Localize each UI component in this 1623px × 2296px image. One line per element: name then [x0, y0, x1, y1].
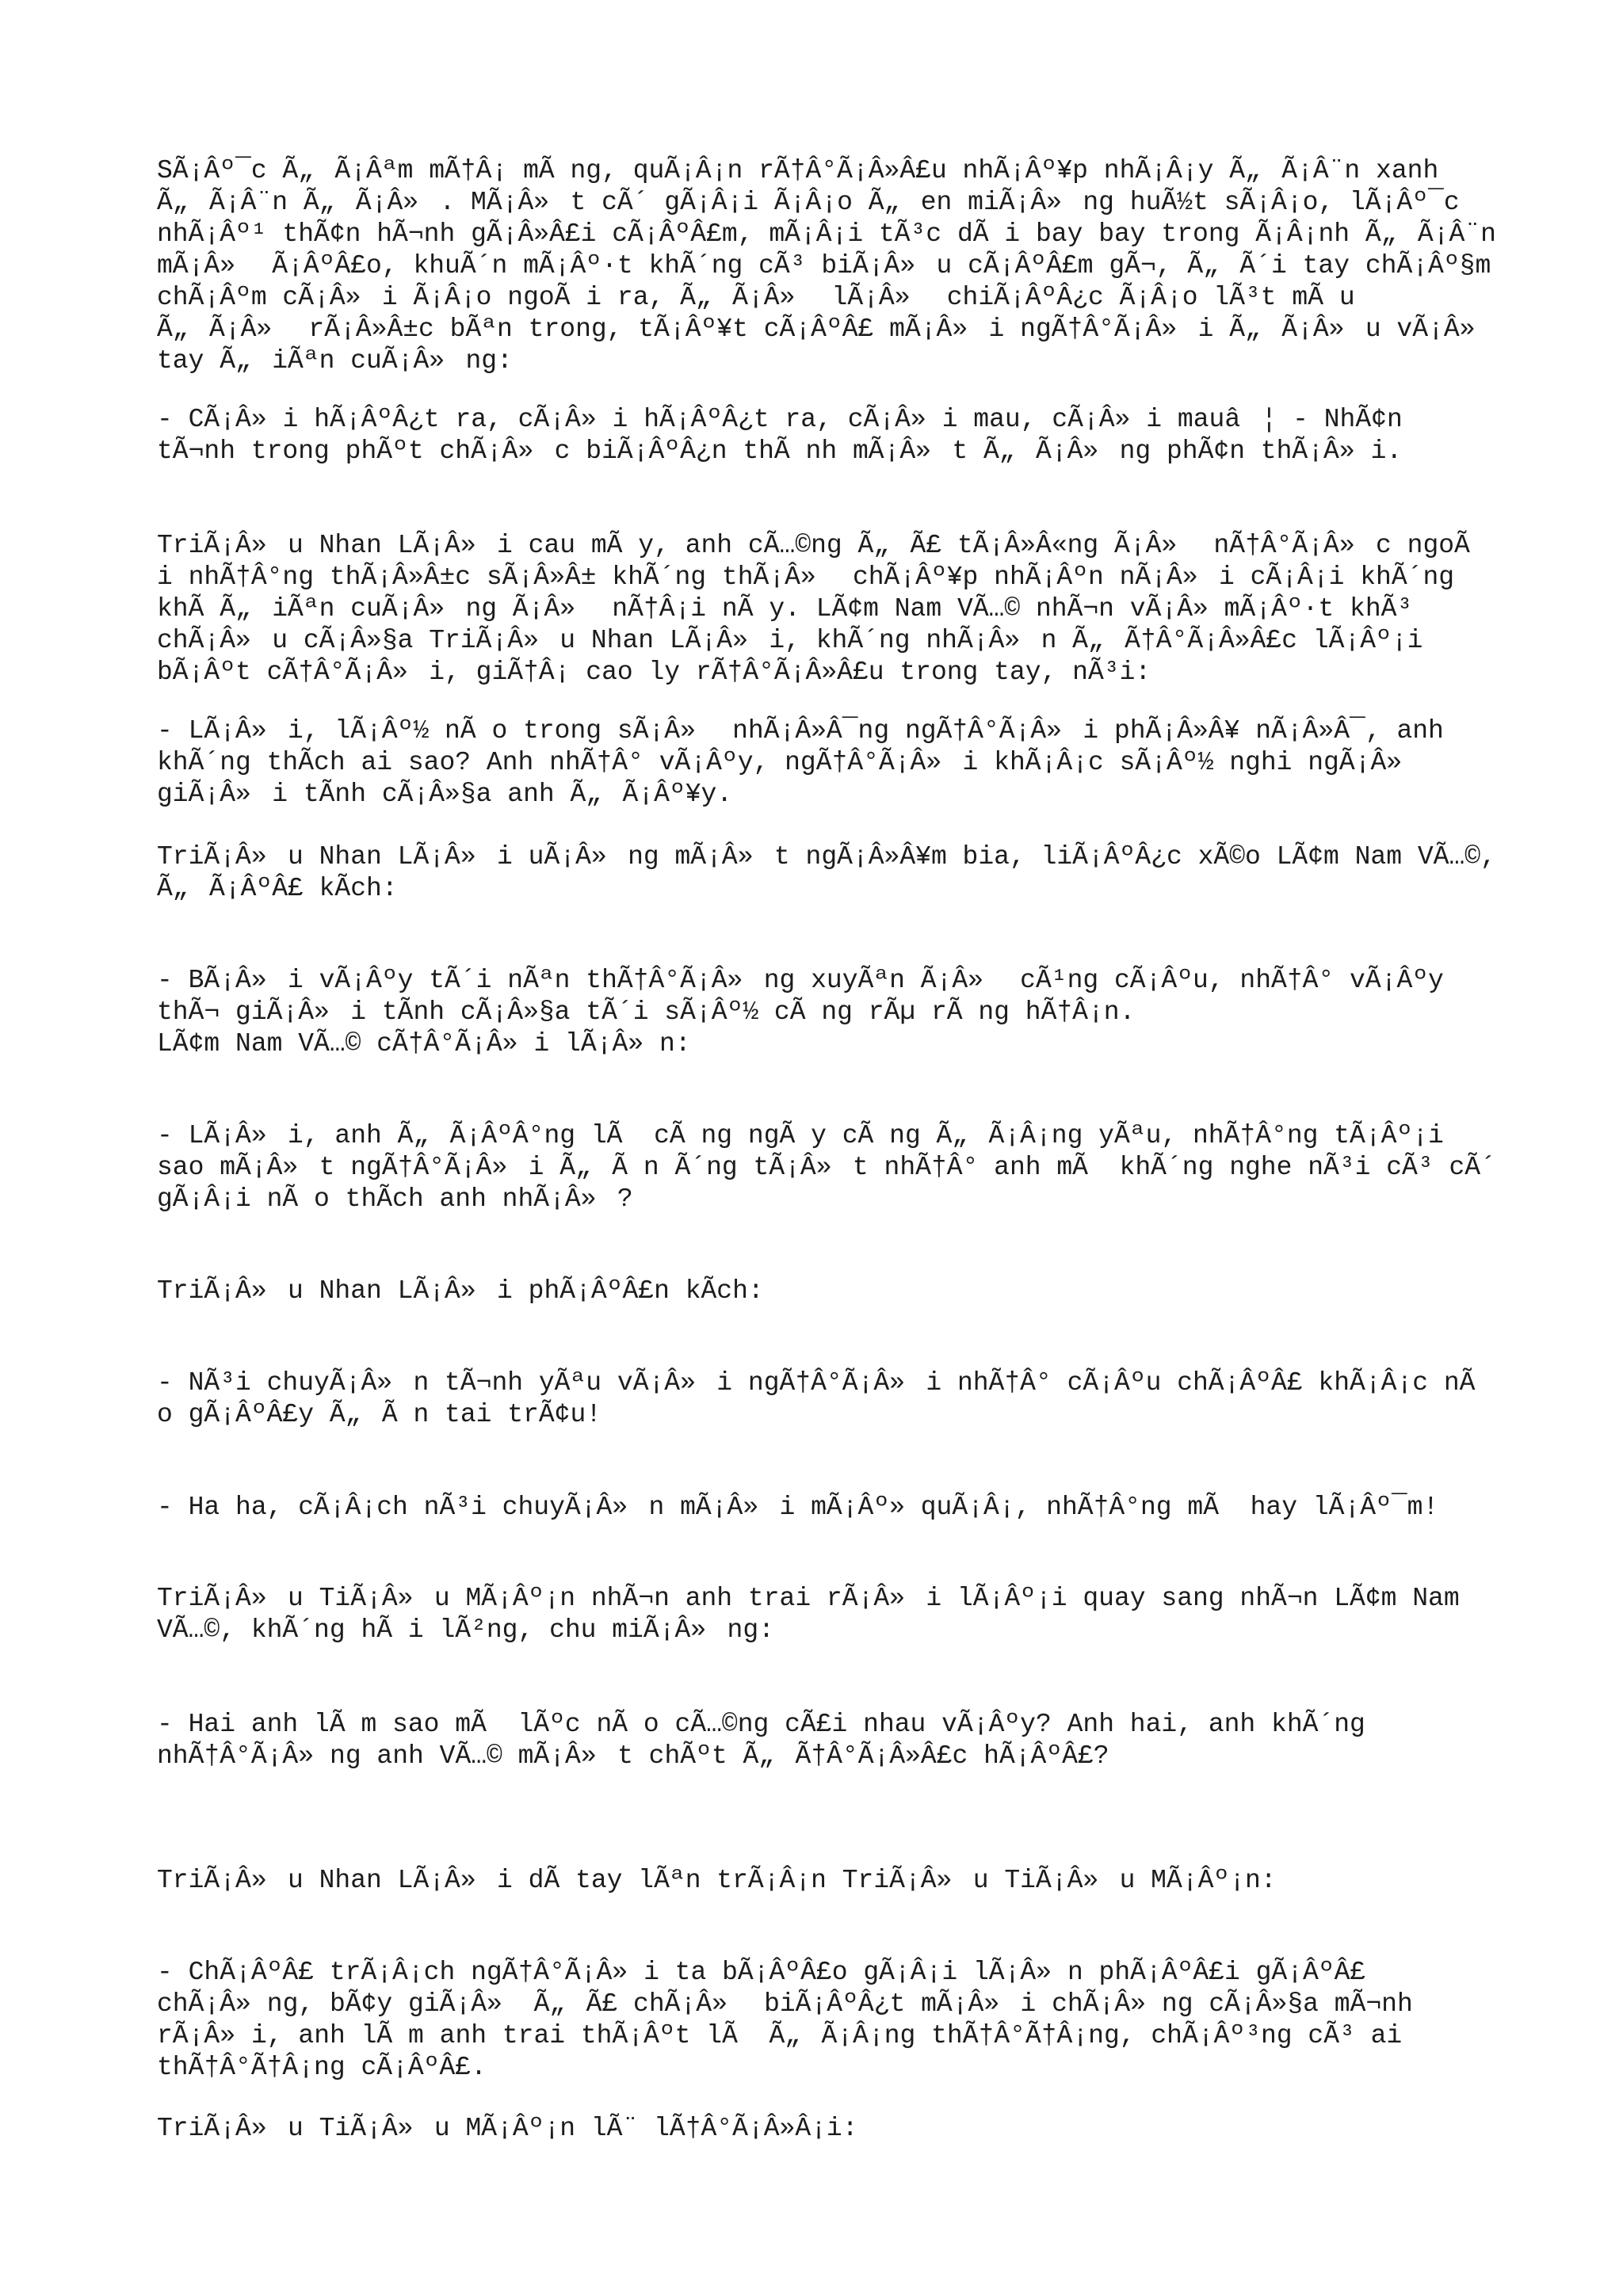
paragraph-13: TriÃ¡Â»u Nhan LÃ¡Â»i dÃ tay lÃªn trÃ¡Â¡n TriÃ¡Â»u TiÃ¡Â»u MÃ¡Âº¡n: — [157, 1866, 1277, 1895]
paragraph-12: - Hai anh lÃ m sao mÃ lÃºc nÃ o cÃ…©ng cÃ£i nhau vÃ¡Âºy? Anh hai, anh khÃ´ng nhÃ†Â°Ã¡Â»ng anh VÃ…© mÃ¡Â»t chÃºt Ã„Ã†Â°Ã¡Â»Â£c hÃ¡ÂºÂ£? — [157, 1710, 1381, 1771]
paragraph-9: - NÃ³i chuyÃ¡Â»n tÃ¬nh yÃªu vÃ¡Â»i ngÃ†Â°Ã¡Â»i nhÃ†Â° cÃ¡Âºu chÃ¡ÂºÂ£ khÃ¡Â¡c nÃ o gÃ¡ÂºÂ£y Ã„Ã n tai trÃ¢u! — [157, 1368, 1491, 1429]
paragraph-5: TriÃ¡Â»u Nhan LÃ¡Â»i uÃ¡Â»ng mÃ¡Â»t ngÃ¡Â»Â¥m bia, liÃ¡ÂºÂ¿c xÃ©o LÃ¢m Nam VÃ…©, Ã„Ã¡ÂºÂ£ kÃch: — [157, 842, 1512, 903]
paragraph-3: TriÃ¡Â»u Nhan LÃ¡Â»i cau mÃ y, anh cÃ…©ng Ã„Ã£ tÃ¡Â»Â«ng Ã¡Â» nÃ†Â°Ã¡Â»c ngoÃ i nhÃ†Â°ng thÃ¡Â»Â±c sÃ¡Â»Â± khÃ´ng thÃ¡Â» chÃ¡Âº¥p nhÃ¡Âºn nÃ¡Â»i cÃ¡Â¡i khÃ´ng khÃ Ã„iÃªn cuÃ¡Â»ng Ã¡Â» nÃ†Â¡i nÃ y. LÃ¢m Nam VÃ…© nhÃ¬n vÃ¡Â» mÃ¡Âº·t khÃ³ chÃ¡Â»u cÃ¡Â»§a TriÃ¡Â»u Nhan LÃ¡Â»i, khÃ´ng nhÃ¡Â»n Ã„Ã†Â°Ã¡Â»Â£c lÃ¡Âº¡i bÃ¡Âºt cÃ†Â°Ã¡Â»i, giÃ†Â¡ cao ly rÃ†Â°Ã¡Â»Â£u trong tay, nÃ³i: — [157, 531, 1486, 687]
paragraph-14: - ChÃ¡ÂºÂ£ trÃ¡Â¡ch ngÃ†Â°Ã¡Â»i ta bÃ¡ÂºÂ£o gÃ¡Â¡i lÃ¡Â»n phÃ¡ÂºÂ£i gÃ¡ÂºÂ£ chÃ¡Â»ng, bÃ¢y giÃ¡Â» Ã„Ã£ chÃ¡Â» biÃ¡ÂºÂ¿t mÃ¡Â»i chÃ¡Â»ng cÃ¡Â»§a mÃ¬nh rÃ¡Â»i, anh lÃ m anh trai thÃ¡Âºt lÃ Ã„Ã¡Â¡ng thÃ†Â°Ã†Â¡ng, chÃ¡Âº³ng cÃ³ ai thÃ†Â°Ã†Â¡ng cÃ¡ÂºÂ£. — [157, 1958, 1429, 2082]
paragraph-1: SÃ¡Âº¯c Ã„Ã¡Âªm mÃ†Â¡ mÃ ng, quÃ¡Â¡n rÃ†Â°Ã¡Â»Â£u nhÃ¡Âº¥p nhÃ¡Â¡y Ã„Ã¡Â¨n xanh Ã„Ã¡Â¨n Ã„Ã¡Â». MÃ¡Â»t cÃ´ gÃ¡Â¡i Ã¡Â¡o Ã„en miÃ¡Â»ng huÃ½t sÃ¡Â¡o, lÃ¡Âº¯c nhÃ¡Âº¹ thÃ¢n hÃ¬nh gÃ¡Â»Â£i cÃ¡ÂºÂ£m, mÃ¡Â¡i tÃ³c dÃ i bay bay trong Ã¡Â¡nh Ã„Ã¡Â¨n mÃ¡Â» Ã¡ÂºÂ£o, khuÃ´n mÃ¡Âº·t khÃ´ng cÃ³ biÃ¡Â»u cÃ¡ÂºÂ£m gÃ¬, Ã„Ã´i tay chÃ¡Âº§m chÃ¡Âºm cÃ¡Â»i Ã¡Â¡o ngoÃ i ra, Ã„Ã¡Â» lÃ¡Â» chiÃ¡ÂºÂ¿c Ã¡Â¡o lÃ³t mÃ u Ã„Ã¡Â» rÃ¡Â»Â±c bÃªn trong, tÃ¡Âº¥t cÃ¡ÂºÂ£ mÃ¡Â»i ngÃ†Â°Ã¡Â»i Ã„Ã¡Â»u vÃ¡Â» tay Ã„iÃªn cuÃ¡Â»ng: — [157, 156, 1512, 376]
paragraph-6: - BÃ¡Â»i vÃ¡Âºy tÃ´i nÃªn thÃ†Â°Ã¡Â»ng xuyÃªn Ã¡Â» cÃ¹ng cÃ¡Âºu, nhÃ†Â° vÃ¡Âºy thÃ¬ giÃ¡Â»i tÃnh cÃ¡Â»§a tÃ´i sÃ¡Âº½ cÃ ng rÃµ rÃ ng hÃ†Â¡n. LÃ¢m Nam VÃ…© cÃ†Â°Ã¡Â»i lÃ¡Â»n: — [157, 966, 1444, 1058]
paragraph-2: - CÃ¡Â»i hÃ¡ÂºÂ¿t ra, cÃ¡Â»i hÃ¡ÂºÂ¿t ra, cÃ¡Â»i mau, cÃ¡Â»i mauâ¦ - NhÃ¢n tÃ¬nh trong phÃºt chÃ¡Â»c biÃ¡ÂºÂ¿n thÃ nh mÃ¡Â»t Ã„Ã¡Â»ng phÃ¢n thÃ¡Â»i. — [157, 405, 1419, 466]
paragraph-7: - LÃ¡Â»i, anh Ã„Ã¡ÂºÂ°ng lÃ cÃ ng ngÃ y cÃ ng Ã„Ã¡Â¡ng yÃªu, nhÃ†Â°ng tÃ¡Âº¡i sao mÃ¡Â»t ngÃ†Â°Ã¡Â»i Ã„Ã n Ã´ng tÃ¡Â»t nhÃ†Â° anh mÃ khÃ´ng nghe nÃ³i cÃ³ cÃ´ gÃ¡Â¡i nÃ o thÃch anh nhÃ¡Â»? — [157, 1121, 1512, 1214]
paragraph-4: - LÃ¡Â»i, lÃ¡Âº½ nÃ o trong sÃ¡Â» nhÃ¡Â»Â¯ng ngÃ†Â°Ã¡Â»i phÃ¡Â»Â¥ nÃ¡Â»Â¯, anh khÃ´ng thÃch ai sao? Anh nhÃ†Â° vÃ¡Âºy, ngÃ†Â°Ã¡Â»i khÃ¡Â¡c sÃ¡Âº½ nghi ngÃ¡Â» giÃ¡Â»i tÃnh cÃ¡Â»§a anh Ã„Ã¡Âº¥y. — [157, 716, 1460, 809]
paragraph-11: TriÃ¡Â»u TiÃ¡Â»u MÃ¡Âº¡n nhÃ¬n anh trai rÃ¡Â»i lÃ¡Âº¡i quay sang nhÃ¬n LÃ¢m Nam VÃ…©, khÃ´ng hÃ i lÃ²ng, chu miÃ¡Â»ng: — [157, 1584, 1476, 1645]
paragraph-15: TriÃ¡Â»u TiÃ¡Â»u MÃ¡Âº¡n lÃ¨ lÃ†Â°Ã¡Â»Â¡i: — [157, 2114, 858, 2143]
paragraph-8: TriÃ¡Â»u Nhan LÃ¡Â»i phÃ¡ÂºÂ£n kÃch: — [157, 1276, 764, 1306]
paragraph-10: - Ha ha, cÃ¡Â¡ch nÃ³i chuyÃ¡Â»n mÃ¡Â»i mÃ¡Âº» quÃ¡Â¡, nhÃ†Â°ng mÃ hay lÃ¡Âº¯m! — [157, 1493, 1439, 1522]
